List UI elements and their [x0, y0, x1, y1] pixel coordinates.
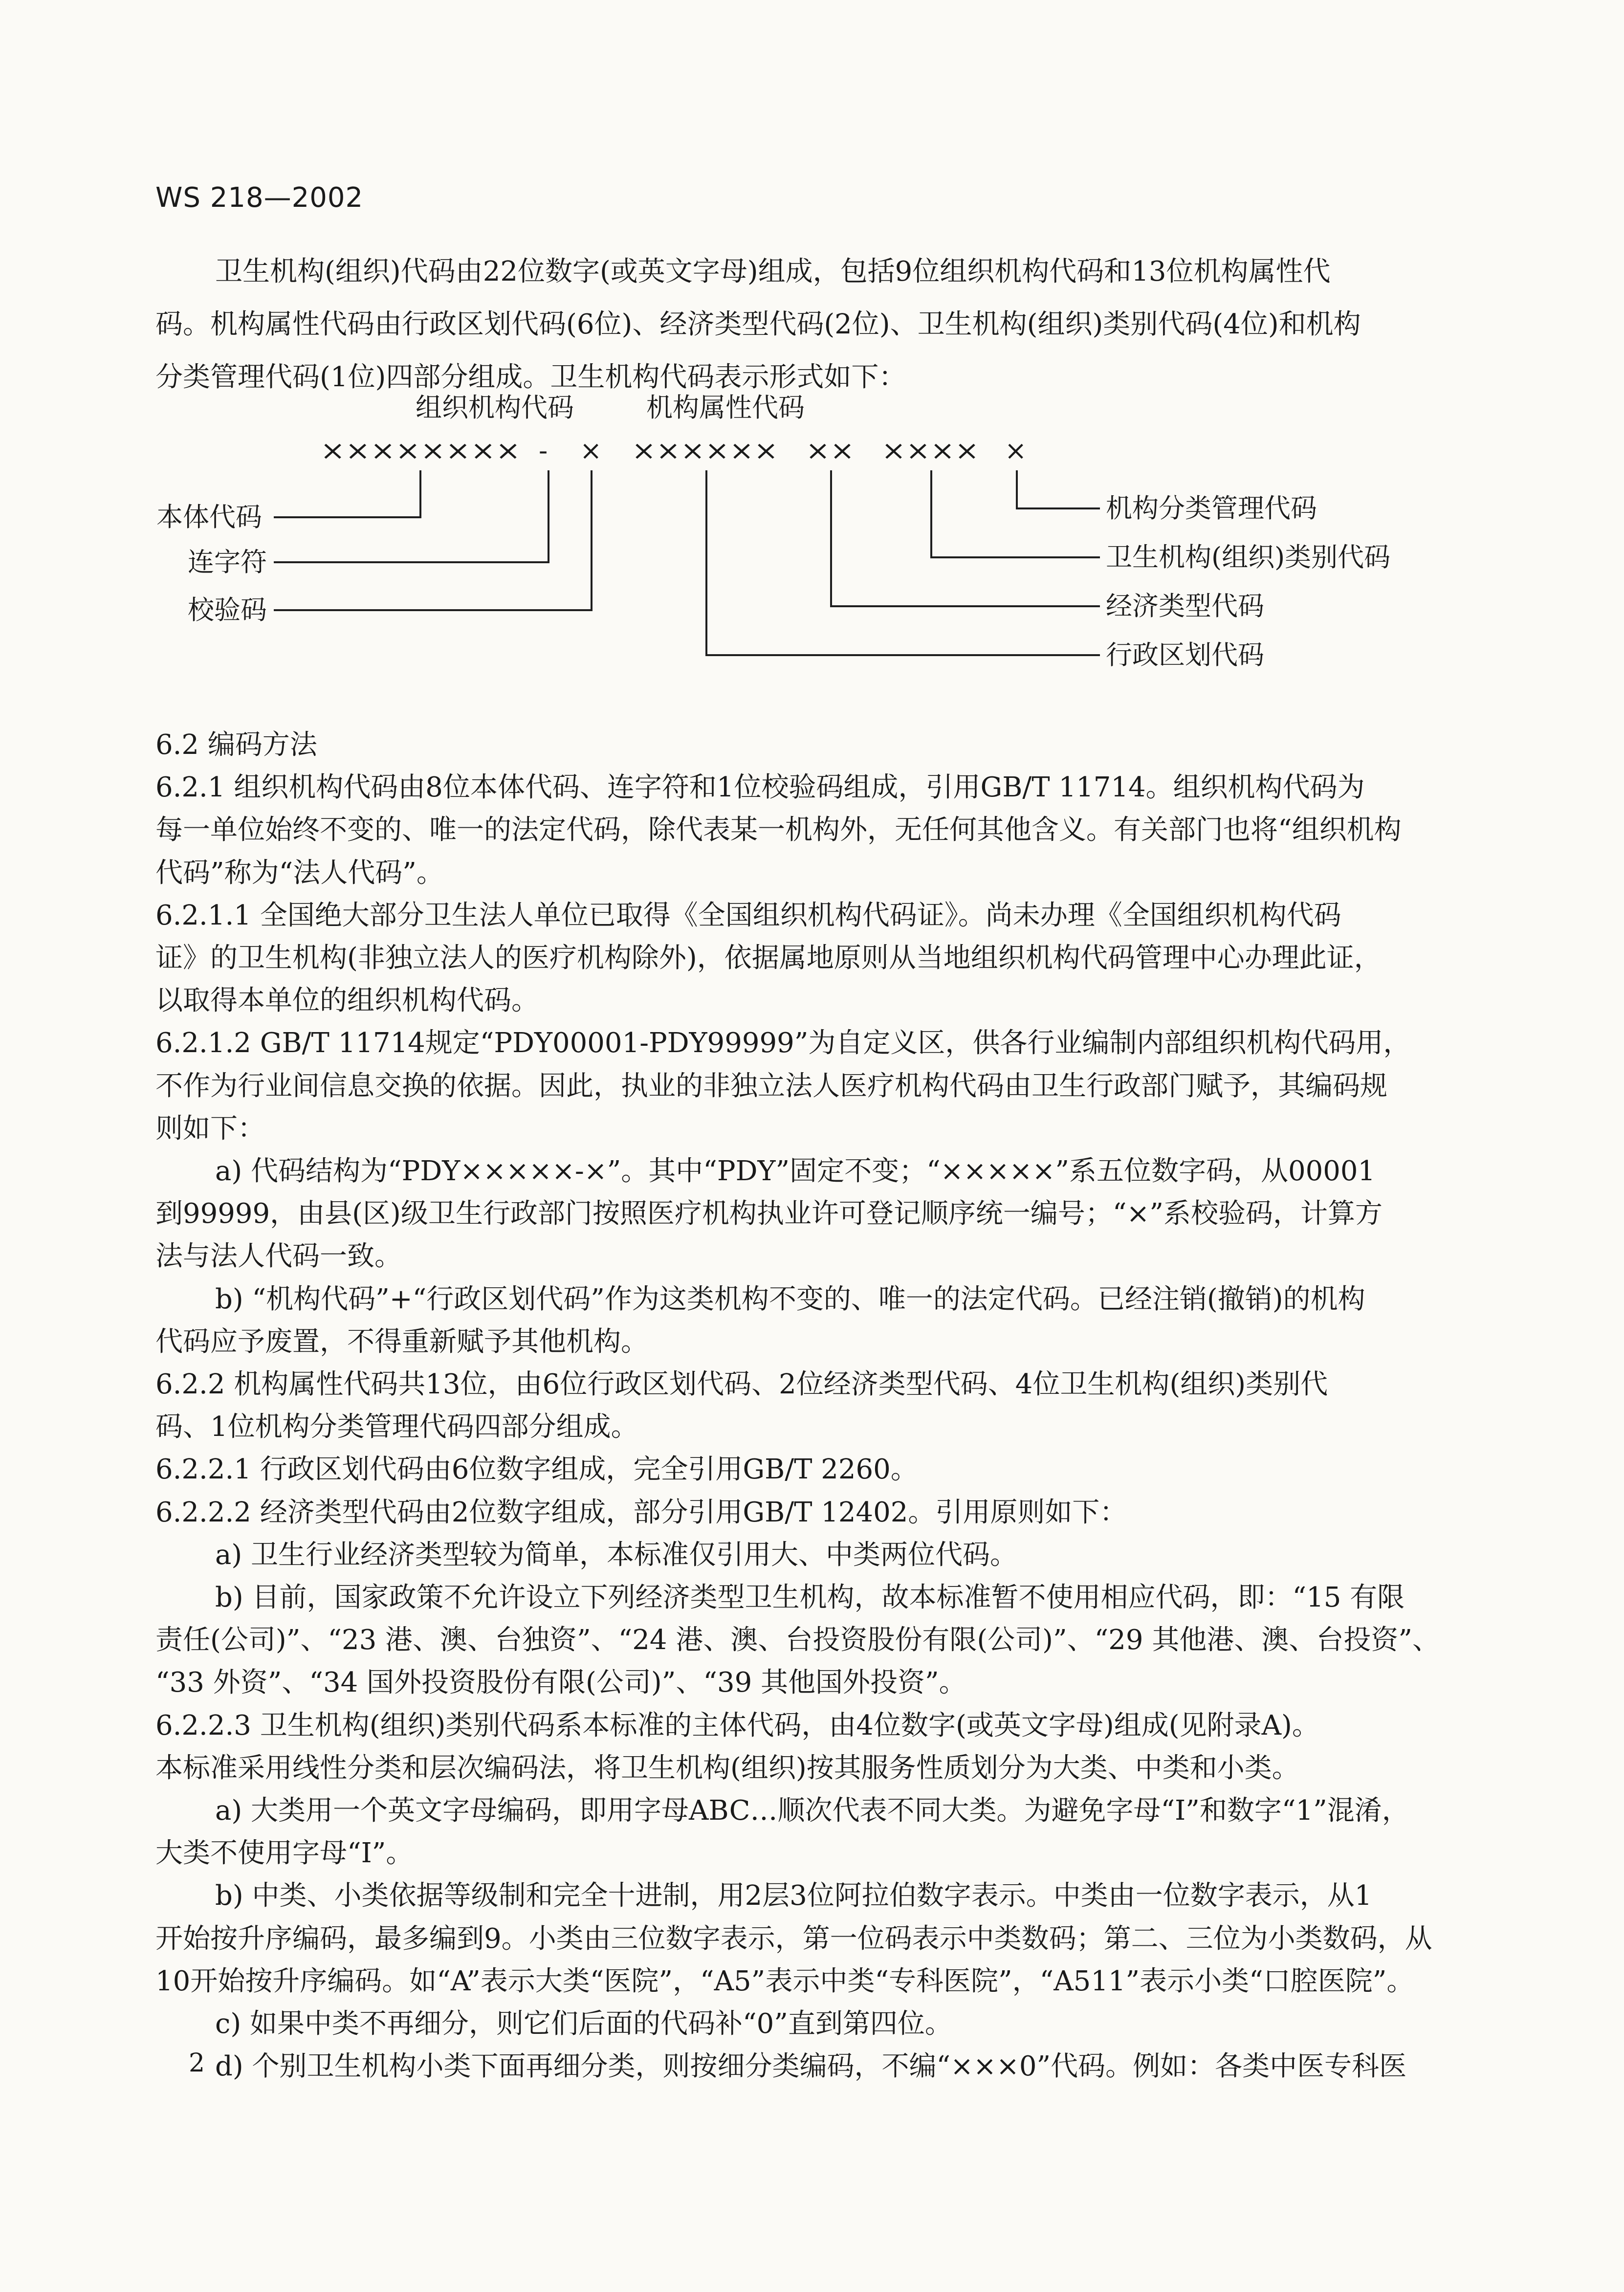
body-line: 开始按升序编码，最多编到9。小类由三位数字表示，第一位码表示中类数码；第二、三位为小类数码，从	[155, 1923, 1432, 1955]
code-group-mgmt: ×	[1005, 435, 1027, 466]
connector-econ-code	[831, 470, 1100, 606]
body-line: “33 外资”、“34 国外投资股份有限(公司)”、“39 其他国外投资”。	[155, 1667, 966, 1698]
body-line: a) 大类用一个英文字母编码，即用字母ABC…顺次代表不同大类。为避免字母“I”和数字“1”混淆，	[215, 1795, 1409, 1827]
right-label-admin-code: 行政区划代码	[1106, 639, 1264, 670]
body-line: 6.2.1.2 GB/T 11714规定“PDY00001-PDY99999”为自定义区，供各行业编制内部组织机构代码用，	[155, 1027, 1411, 1059]
body-line: b) 中类、小类依据等级制和完全十进制，用2层3位阿拉伯数字表示。中类由一位数字表示，从1	[215, 1880, 1372, 1912]
body-line: 责任(公司)”、“23 港、澳、台独资”、“24 港、澳、台投资股份有限(公司)”、“29 其他港、澳、台投资”、	[155, 1624, 1440, 1656]
body-line: 代码”称为“法人代码”。	[155, 857, 444, 889]
intro-line: 码。机构属性代码由行政区划代码(6位)、经济类型代码(2位)、卫生机构(组织)类别代码(4位)和机构	[155, 309, 1361, 340]
connector-lines	[274, 470, 1100, 655]
body-line: 6.2.1.1 全国绝大部分卫生法人单位已取得《全国组织机构代码证》。尚未办理《全国组织机构代码	[155, 900, 1341, 931]
connector-category-code	[931, 470, 1100, 557]
intro-line: 卫生机构(组织)代码由22位数字(或英文字母)组成，包括9位组织机构代码和13位机构属性代	[215, 256, 1331, 287]
connector-check-digit	[274, 470, 592, 610]
body-line: 10开始按升序编码。如“A”表示大类“医院”，“A5”表示中类“专科医院”，“A511”表示小类“口腔医院”。	[155, 1965, 1414, 1997]
code-group-body: ××××××××	[320, 435, 521, 466]
connector-body-code	[274, 470, 420, 517]
body-line: 则如下：	[155, 1113, 265, 1145]
page-number: 2	[189, 2049, 205, 2078]
body-line: 6.2.2 机构属性代码共13位，由6位行政区划代码、2位经济类型代码、4位卫生机构(组织)类别代	[155, 1368, 1328, 1400]
body-line: 6.2.1 组织机构代码由8位本体代码、连字符和1位校验码组成，引用GB/T 11714。组织机构代码为	[155, 771, 1365, 803]
code-group-hyphen: -	[539, 435, 548, 466]
code-group-category: ××××	[881, 435, 979, 466]
left-label-check-digit: 校验码	[188, 595, 267, 625]
right-label-mgmt-code: 机构分类管理代码	[1106, 493, 1317, 524]
label-attr-code: 机构属性代码	[646, 392, 805, 423]
body-line: 以取得本单位的组织机构代码。	[155, 985, 539, 1016]
body-line: 代码应予废置，不得重新赋予其他机构。	[155, 1326, 648, 1358]
left-label-body-code: 本体代码	[156, 502, 262, 532]
code-group-admin: ××××××	[632, 435, 778, 466]
body-line: 大类不使用字母“I”。	[155, 1837, 414, 1869]
section-heading: 6.2 编码方法	[155, 729, 317, 761]
right-label-category-code: 卫生机构(组织)类别代码	[1106, 542, 1391, 573]
body-line: 码、1位机构分类管理代码四部分组成。	[155, 1411, 638, 1443]
connector-mgmt-code	[1017, 470, 1100, 508]
standard-number-header: WS 218—2002	[155, 182, 364, 214]
body-line: 证》的卫生机构(非独立法人的医疗机构除外)，依据属地原则从当地组织机构代码管理中心办理此证，	[155, 942, 1382, 974]
label-org-code: 组织机构代码	[416, 392, 574, 423]
body-line: 6.2.2.1 行政区划代码由6位数字组成，完全引用GB/T 2260。	[155, 1454, 918, 1485]
body-line: 本标准采用线性分类和层次编码法，将卫生机构(组织)按其服务性质划分为大类、中类和小类。	[155, 1752, 1299, 1784]
right-label-econ-code: 经济类型代码	[1106, 591, 1264, 621]
body-line: 6.2.2.2 经济类型代码由2位数字组成，部分引用GB/T 12402。引用原则如下：	[155, 1497, 1127, 1528]
body-line: 6.2.2.3 卫生机构(组织)类别代码系本标准的主体代码，由4位数字(或英文字母)组成(见附录A)。	[155, 1710, 1319, 1741]
body-line: d) 个别卫生机构小类下面再细分类，则按细分类编码，不编“×××0”代码。例如：各类中医专科医	[215, 2050, 1407, 2082]
body-line: 法与法人代码一致。	[155, 1240, 402, 1272]
body-line: c) 如果中类不再细分，则它们后面的代码补“0”直到第四位。	[215, 2008, 952, 2040]
connector-hyphen	[274, 470, 549, 562]
body-line: a) 卫生行业经济类型较为简单，本标准仅引用大、中类两位代码。	[215, 1539, 1018, 1571]
body-line: a) 代码结构为“PDY×××××-×”。其中“PDY”固定不变；“×××××”系五位数字码，从00001	[215, 1155, 1376, 1187]
code-group-econ: ××	[806, 435, 855, 466]
body-line: 不作为行业间信息交换的依据。因此，执业的非独立法人医疗机构代码由卫生行政部门赋予，其编码规	[155, 1070, 1387, 1102]
code-group-check: ×	[580, 435, 602, 466]
body-line: 到99999，由县(区)级卫生行政部门按照医疗机构执业许可登记顺序统一编号；“×”系校验码，计算方	[155, 1198, 1383, 1230]
left-label-hyphen: 连字符	[188, 547, 267, 577]
body-line: b) “机构代码”+“行政区划代码”作为这类机构不变的、唯一的法定代码。已经注销(撤销)的机构	[215, 1283, 1365, 1315]
body-line: b) 目前，国家政策不允许设立下列经济类型卫生机构，故本标准暂不使用相应代码，即：“15 有限	[215, 1582, 1405, 1613]
intro-line: 分类管理代码(1位)四部分组成。卫生机构代码表示形式如下：	[155, 361, 906, 393]
body-line: 每一单位始终不变的、唯一的法定代码，除代表某一机构外，无任何其他含义。有关部门也将“组织机构	[155, 814, 1402, 846]
connector-admin-code	[706, 470, 1100, 655]
